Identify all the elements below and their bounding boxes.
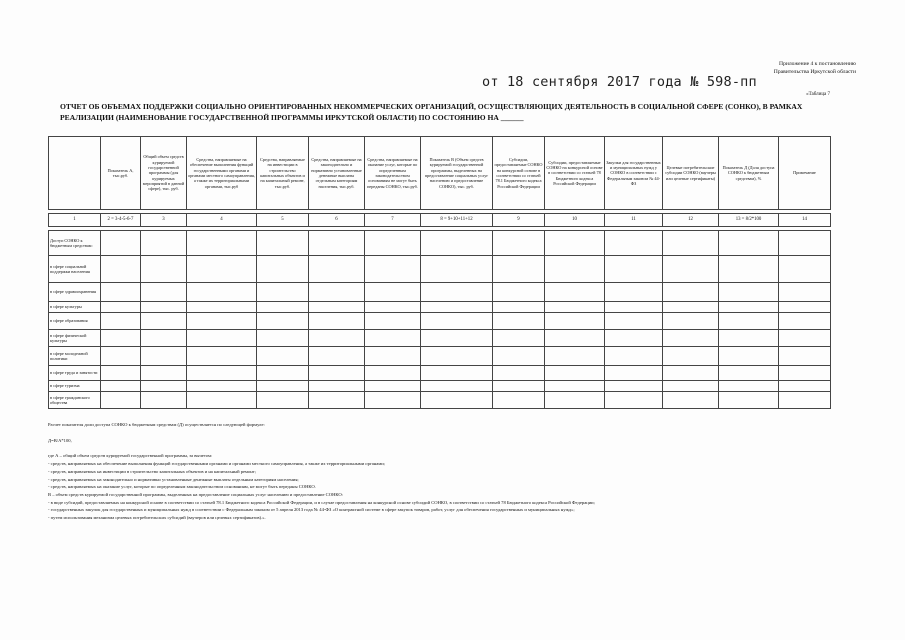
- empty-cell: [493, 347, 545, 366]
- empty-cell: [779, 283, 831, 302]
- header-cell: Средства, направляемые на оказание услуг, которые по определенным законодательством основаниям не могут быть переданы СОНКО, тыс.руб.: [365, 137, 421, 210]
- row-label: в сфере молодежной политики: [49, 347, 101, 366]
- formula-notes: [48, 421, 838, 522]
- column-number: 14: [779, 214, 831, 227]
- empty-cell: [101, 392, 141, 409]
- notes-line: - путем использования механизма целевых потребительских субсидий (ваучеров или целевых сертификатов).».: [48, 515, 266, 521]
- empty-cell: [605, 366, 663, 381]
- table-row: [49, 283, 831, 302]
- empty-cell: [141, 381, 187, 392]
- empty-cell: [421, 347, 493, 366]
- table-row: [49, 302, 831, 313]
- notes-line: - государственных закупок для государственных и муниципальных нужд в соответствии с Федеральным законом от 5 апреля 2013 года № 44-ФЗ «О контрактной системе в сфере закупок товаров, работ, услуг для обеспечения государственных и муниципальных нужд»;: [48, 507, 575, 513]
- table-number: «Таблица 7: [806, 92, 830, 97]
- empty-cell: [141, 231, 187, 256]
- empty-cell: [421, 330, 493, 347]
- notes-line: В – объем средств курируемой государственной программы, выделенных на предоставление социальных услуг населению и предоставление СОНКО:: [48, 491, 343, 497]
- empty-cell: [719, 330, 779, 347]
- empty-cell: [101, 381, 141, 392]
- empty-cell: [493, 256, 545, 283]
- empty-cell: [365, 381, 421, 392]
- column-number: 11: [605, 214, 663, 227]
- empty-cell: [141, 302, 187, 313]
- empty-cell: [663, 256, 719, 283]
- empty-cell: [779, 347, 831, 366]
- column-number: 6: [309, 214, 365, 227]
- empty-cell: [101, 366, 141, 381]
- empty-cell: [187, 366, 257, 381]
- empty-cell: [779, 256, 831, 283]
- column-number: 2 = 3-4-5-6-7: [101, 214, 141, 227]
- empty-cell: [141, 347, 187, 366]
- table-row: [49, 347, 831, 366]
- empty-cell: [187, 231, 257, 256]
- column-number: 8 = 9+10+11+12: [421, 214, 493, 227]
- empty-cell: [719, 392, 779, 409]
- empty-cell: [545, 302, 605, 313]
- empty-cell: [101, 302, 141, 313]
- table-row: [49, 231, 831, 256]
- empty-cell: [101, 231, 141, 256]
- empty-cell: [545, 381, 605, 392]
- empty-cell: [187, 392, 257, 409]
- table-row: [49, 366, 831, 381]
- row-label: в сфере образования: [49, 313, 101, 330]
- empty-cell: [257, 381, 309, 392]
- empty-cell: [365, 347, 421, 366]
- notes-gap: [48, 429, 838, 437]
- empty-cell: [309, 256, 365, 283]
- empty-cell: [257, 330, 309, 347]
- notes-line: Д=В/А*100,: [48, 437, 72, 443]
- table-row: [49, 256, 831, 283]
- empty-cell: [605, 392, 663, 409]
- header-cell: Показатель Д (Доля доступа СОНКО к бюджетным средствам), %: [719, 137, 779, 210]
- empty-cell: [779, 381, 831, 392]
- empty-cell: [309, 347, 365, 366]
- empty-cell: [141, 283, 187, 302]
- report-title: ОТЧЕТ ОБ ОБЪЕМАХ ПОДДЕРЖКИ СОЦИАЛЬНО ОРИЕНТИРОВАННЫХ НЕКОММЕРЧЕСКИХ ОРГАНИЗАЦИЙ, ОСУЩЕСТВЛЯЮЩИХ ДЕЯТЕЛЬНОСТЬ В СОЦИАЛЬНОЙ СФЕРЕ (СОНКО), В РАМКАХ РЕАЛИЗАЦИИ (НАИМЕНОВАНИЕ ГОСУДАРСТВЕННОЙ ПРОГРАММЫ ИРКУТСКОЙ ОБЛАСТИ) ПО СОСТОЯНИЮ НА ______: [60, 102, 803, 122]
- row-label: в сфере гражданского общества: [49, 392, 101, 409]
- empty-cell: [545, 283, 605, 302]
- column-number: 12: [663, 214, 719, 227]
- empty-cell: [309, 392, 365, 409]
- empty-cell: [493, 313, 545, 330]
- empty-cell: [663, 366, 719, 381]
- empty-cell: [101, 330, 141, 347]
- column-number: 5: [257, 214, 309, 227]
- row-label: в сфере социальной поддержки населения: [49, 256, 101, 283]
- empty-cell: [663, 302, 719, 313]
- empty-cell: [493, 392, 545, 409]
- empty-cell: [605, 381, 663, 392]
- empty-cell: [779, 313, 831, 330]
- empty-cell: [779, 330, 831, 347]
- empty-cell: [421, 283, 493, 302]
- row-label: в сфере культуры: [49, 302, 101, 313]
- empty-cell: [605, 313, 663, 330]
- empty-cell: [545, 392, 605, 409]
- empty-cell: [421, 302, 493, 313]
- empty-cell: [719, 283, 779, 302]
- empty-cell: [493, 366, 545, 381]
- empty-cell: [309, 330, 365, 347]
- empty-cell: [187, 256, 257, 283]
- empty-cell: [309, 231, 365, 256]
- row-label: в сфере физической культуры: [49, 330, 101, 347]
- empty-cell: [663, 283, 719, 302]
- empty-cell: [141, 366, 187, 381]
- empty-cell: [187, 381, 257, 392]
- empty-cell: [187, 330, 257, 347]
- empty-cell: [257, 347, 309, 366]
- report-table: [48, 136, 831, 409]
- notes-gap: [48, 444, 838, 452]
- empty-cell: [493, 231, 545, 256]
- notes-line: Расчет показателя доли доступа СОНКО к бюджетным средствам (Д) осуществляется по следующей формуле:: [48, 422, 265, 427]
- header-cell: Средства, направляемые на законодательно и нормативно установленные денежные выплаты отдельным категориям населения, тыс.руб.: [309, 137, 365, 210]
- notes-line: - средств, направляемых на оказание услуг, которые по определенным законодательством основаниям, не могут быть переданы СОНКО.: [48, 484, 316, 490]
- row-label: в сфере туризма: [49, 381, 101, 392]
- header-row: [49, 137, 831, 210]
- empty-cell: [719, 381, 779, 392]
- column-number: 3: [141, 214, 187, 227]
- empty-cell: [605, 347, 663, 366]
- notes-line: - в виде субсидий, предоставляемых на конкурсной основе в соответствии со статьей 78.1 Бюджетного кодекса Российской Федерации, и в случае предоставления на конкурсной основе субсидий СОНКО, в соответствии со статьей 78 Бюджетного кодекса Российской Федерации;: [48, 499, 595, 505]
- empty-cell: [605, 231, 663, 256]
- empty-cell: [187, 347, 257, 366]
- empty-cell: [309, 283, 365, 302]
- header-cell: Показатель В (Объем средств курируемой государственной программы, выделенных на предоставление социальных услуг населению и предоставление СОНКО), тыс. руб.: [421, 137, 493, 210]
- empty-cell: [421, 381, 493, 392]
- appendix-line-1: Приложение 4 к постановлению: [779, 61, 856, 67]
- empty-cell: [101, 256, 141, 283]
- empty-cell: [605, 302, 663, 313]
- header-cell: Средства, направляемые на инвестиции в строительство капитальных объектов и на капитальный ремонт, тыс.руб.: [257, 137, 309, 210]
- empty-cell: [663, 330, 719, 347]
- empty-cell: [545, 347, 605, 366]
- empty-cell: [493, 381, 545, 392]
- header-cell: [49, 137, 101, 210]
- empty-cell: [187, 313, 257, 330]
- column-number: 1: [49, 214, 101, 227]
- empty-cell: [545, 231, 605, 256]
- empty-cell: [257, 392, 309, 409]
- empty-cell: [365, 231, 421, 256]
- column-number: 4: [187, 214, 257, 227]
- empty-cell: [421, 313, 493, 330]
- empty-cell: [719, 366, 779, 381]
- column-number: 10: [545, 214, 605, 227]
- header-cell: Закупки для государственных и муниципальных нужд у СОНКО в соответствии с Федеральным законом № 44-ФЗ: [605, 137, 663, 210]
- notes-line: - средств, направляемых на инвестиции в строительство капитальных объектов и на капитальный ремонт;: [48, 468, 257, 474]
- header-cell: Примечание: [779, 137, 831, 210]
- header-cell: Средства, направляемые на обеспечение выполнения функций государственными органами и органами местного самоуправления, а также их территориальными органами, тыс.руб: [187, 137, 257, 210]
- empty-cell: [141, 392, 187, 409]
- empty-cell: [719, 231, 779, 256]
- empty-cell: [719, 256, 779, 283]
- empty-cell: [257, 313, 309, 330]
- empty-cell: [421, 392, 493, 409]
- header-cell: Общий объем средств курируемой государственной программы (для курируемых мероприятий в данной сфере), тыс. руб.: [141, 137, 187, 210]
- empty-cell: [421, 231, 493, 256]
- empty-cell: [605, 283, 663, 302]
- empty-cell: [309, 381, 365, 392]
- header-cell: Показатель А, тыс.руб.: [101, 137, 141, 210]
- row-label: Доступ СОНКО к бюджетным средствам:: [49, 231, 101, 256]
- empty-cell: [605, 330, 663, 347]
- decree-stamp: от 18 сентября 2017 года № 598-пп: [482, 74, 757, 90]
- empty-cell: [719, 347, 779, 366]
- empty-cell: [779, 231, 831, 256]
- empty-cell: [719, 313, 779, 330]
- empty-cell: [663, 231, 719, 256]
- empty-cell: [365, 366, 421, 381]
- notes-line: где А – общий объем средств курируемой государственной программы, за вычетом:: [48, 453, 213, 459]
- empty-cell: [663, 381, 719, 392]
- empty-cell: [365, 313, 421, 330]
- empty-cell: [187, 283, 257, 302]
- empty-cell: [141, 313, 187, 330]
- empty-cell: [545, 313, 605, 330]
- empty-cell: [663, 313, 719, 330]
- empty-cell: [493, 330, 545, 347]
- empty-cell: [779, 302, 831, 313]
- row-label: в сфере труда и занятости: [49, 366, 101, 381]
- empty-cell: [257, 256, 309, 283]
- row-label: в сфере здравоохранения: [49, 283, 101, 302]
- empty-cell: [257, 302, 309, 313]
- empty-cell: [365, 283, 421, 302]
- table-body: [49, 210, 831, 409]
- empty-cell: [309, 313, 365, 330]
- column-number-row: [49, 214, 831, 227]
- empty-cell: [257, 283, 309, 302]
- empty-cell: [101, 313, 141, 330]
- empty-cell: [365, 256, 421, 283]
- empty-cell: [141, 256, 187, 283]
- notes-line: - средств, направляемых на обеспечение выполнения функций государственными органами и органами местного самоуправления, а также их территориальными органами;: [48, 461, 385, 467]
- column-number: 13 = 8/2*100: [719, 214, 779, 227]
- empty-cell: [605, 256, 663, 283]
- empty-cell: [493, 302, 545, 313]
- empty-cell: [309, 366, 365, 381]
- empty-cell: [493, 283, 545, 302]
- empty-cell: [545, 330, 605, 347]
- column-number: 9: [493, 214, 545, 227]
- table-row: [49, 392, 831, 409]
- empty-cell: [421, 366, 493, 381]
- empty-cell: [545, 256, 605, 283]
- appendix-line-2: Правительства Иркутской области: [773, 69, 856, 75]
- empty-cell: [309, 302, 365, 313]
- empty-cell: [719, 302, 779, 313]
- empty-cell: [663, 347, 719, 366]
- empty-cell: [779, 392, 831, 409]
- header-cell: Субсидии, предоставляемые СОНКО на конкурсной основе в соответствии со статьей 78 Бюджетного кодекса Российской Федерации: [545, 137, 605, 210]
- header-cell: Целевые потребительские субсидии СОНКО (ваучеры или целевые сертификаты): [663, 137, 719, 210]
- empty-cell: [365, 392, 421, 409]
- empty-cell: [187, 302, 257, 313]
- empty-cell: [101, 347, 141, 366]
- header-cell: Субсидии, предоставляемые СОНКО на конкурсной основе в соответствии со статьей 78.1 Бюджетного кодекса Российской Федерации: [493, 137, 545, 210]
- column-number: 7: [365, 214, 421, 227]
- empty-cell: [101, 283, 141, 302]
- table-row: [49, 330, 831, 347]
- empty-cell: [663, 392, 719, 409]
- empty-cell: [365, 330, 421, 347]
- table-row: [49, 381, 831, 392]
- empty-cell: [365, 302, 421, 313]
- empty-cell: [141, 330, 187, 347]
- empty-cell: [779, 366, 831, 381]
- empty-cell: [257, 231, 309, 256]
- empty-cell: [257, 366, 309, 381]
- table-row: [49, 313, 831, 330]
- empty-cell: [545, 366, 605, 381]
- notes-line: - средств, направляемых на законодательно и нормативно установленные денежные выплаты отдельным категориям населения;: [48, 476, 299, 482]
- empty-cell: [421, 256, 493, 283]
